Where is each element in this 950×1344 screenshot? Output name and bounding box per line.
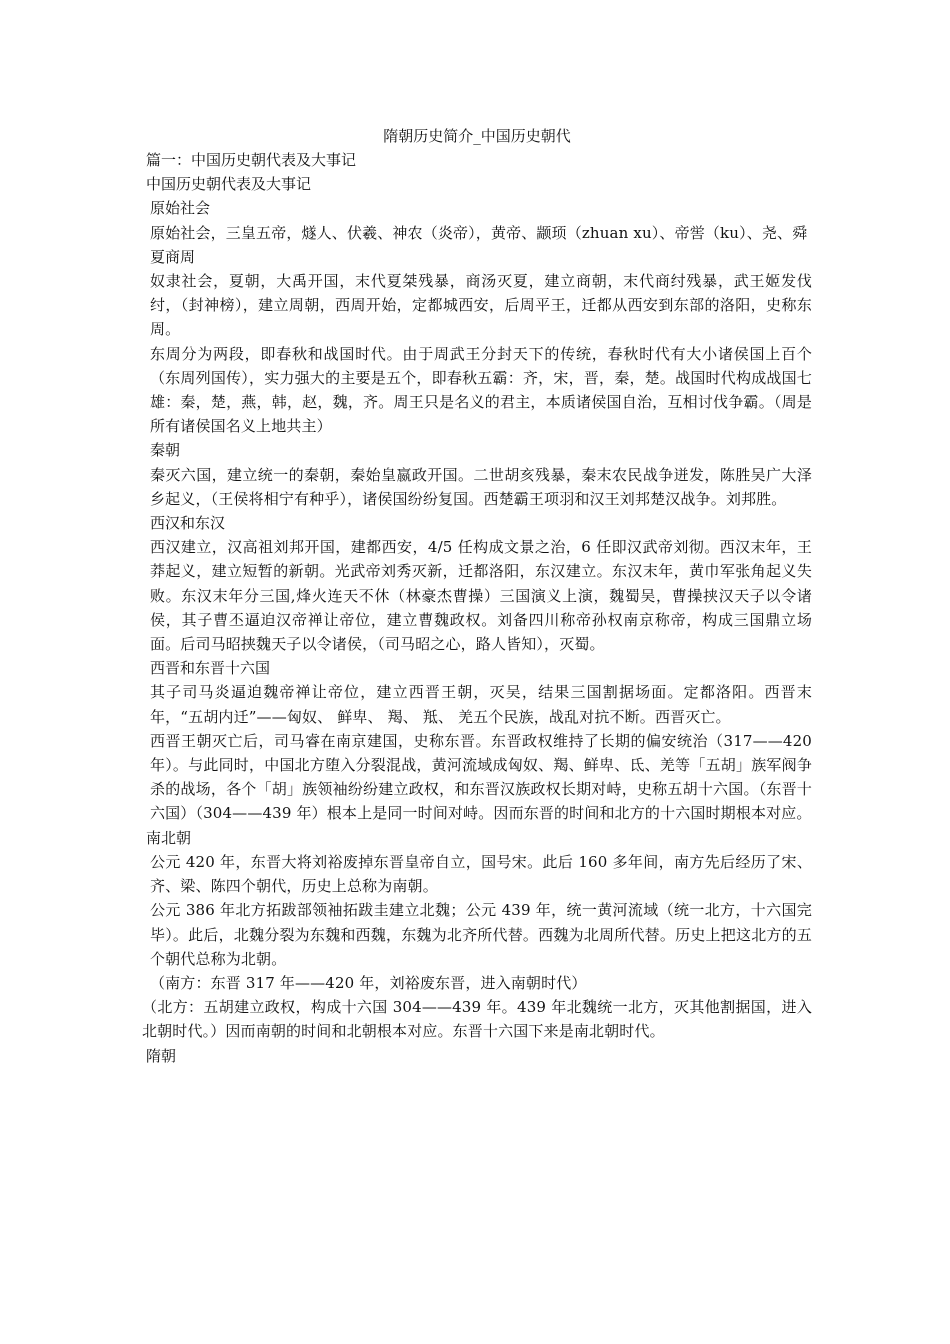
section-heading: 隋朝 [146,1046,177,1065]
paragraph: 西汉建立，汉高祖刘邦开国，建都西安，4/5 任构成文景之治，6 任即汉武帝刘彻。西汉末年，王莽起义，建立短暂的新朝。光武帝刘秀灭新，迁都洛阳，东汉建立。东汉末年，黄巾军张角起义失败。东汉末年分三国,烽火连天不休（林豪杰曹操）三国演义上演，魏蜀吴，曹操挟汉天子以令诸侯，其子曹丕逼迫汉帝禅让帝位，建立曹魏政权。刘备四川称帝孙权南京称帝，构成三国鼎立场面。后司马昭挟魏天子以令诸侯，（司马昭之心，路人皆知），灭蜀。 [150,538,812,654]
paragraph: 西晋王朝灭亡后，司马睿在南京建国，史称东晋。东晋政权维持了长期的偏安统治（317——420 年）。与此同时，中国北方堕入分裂混战，黄河流域成匈奴、羯、鲜卑、氐、羌等「五胡」族军阀争杀的战场，各个「胡」族领袖纷纷建立政权，和东晋汉族政权长期对峙，史称五胡十六国。（东晋十六国）（304——439 年）根本上是同一时间对峙。因而东晋的时间和北方的十六国时期根本对应。 [150,731,812,823]
paragraph: 其子司马炎逼迫魏帝禅让帝位，建立西晋王朝，灭吴，结果三国割据场面。定都洛阳。西晋末年，“五胡内迁”——匈奴、 鲜卑、 羯、 羝、 羌五个民族，战乱对抗不断。西晋灭亡。 [150,683,812,726]
section-heading: 西汉和东汉 [150,514,226,533]
section-heading: 南北朝 [146,828,192,847]
document-page [142,124,812,1068]
paragraph: 公元 386 年北方拓跋部领袖拓跋圭建立北魏；公元 439 年，统一黄河流域（统一北方，十六国完毕）。此后，北魏分裂为东魏和西魏，东魏为北齐所代替。西魏为北周所代替。历史上把这北方的五个朝代总称为北朝。 [150,901,812,968]
paragraph: 原始社会，三皇五帝，燧人、伏羲、神农（炎帝），黄帝、颛顼（zhuan xu）、帝喾（ku）、尧、舜 [150,223,808,242]
paragraph: 东周分为两段，即春秋和战国时代。由于周武王分封天下的传统，春秋时代有大小诸侯国上百个（东周列国传），实力强大的主要是五个，即春秋五霸：齐，宋，晋，秦，楚。战国时代构成战国七雄：秦，楚，燕，韩，赵，魏，齐。周王只是名义的君主，本质诸侯国自治，互相讨伐争霸。（周是所有诸侯国名义上地共主） [150,344,812,436]
section-heading: 原始社会 [150,199,211,218]
subtitle-line: 中国历史朝代表及大事记 [146,175,312,194]
paragraph: 奴隶社会，夏朝，大禹开国，末代夏桀残暴，商汤灭夏，建立商朝，末代商纣残暴，武王姬发伐纣，（封神榜），建立周朝，西周开始，定都城西安，后周平王，迁都从西安到东部的洛阳，史称东周。 [150,272,812,339]
paragraph: （南方：东晋 317 年——420 年，刘裕废东晋，进入南朝时代） [150,973,587,992]
document-title: 隋朝历史简介_中国历史朝代 [383,127,571,145]
section-heading: 秦朝 [150,441,181,460]
section-heading: 夏商周 [150,247,196,266]
paragraph: 公元 420 年，东晋大将刘裕废掉东晋皇帝自立，国号宋。此后 160 多年间，南方先后经历了宋、齐、梁、陈四个朝代，历史上总称为南朝。 [150,852,812,896]
section-heading: 西晋和东晋十六国 [150,659,271,678]
subtitle-line: 篇一：中国历史朝代表及大事记 [146,151,357,169]
paragraph: 秦灭六国，建立统一的秦朝，秦始皇嬴政开国。二世胡亥残暴，秦末农民战争迸发，陈胜吴广大泽乡起义，（王侯将相宁有种乎），诸侯国纷纷复国。西楚霸王项羽和汉王刘邦楚汉战争。刘邦胜。 [150,465,812,508]
paragraph: （北方：五胡建立政权，构成十六国 304——439 年。439 年北魏统一北方，灭其他割据国，进入北朝时代。）因而南朝的时间和北朝根本对应。东晋十六国下来是南北朝时代。 [142,998,812,1041]
